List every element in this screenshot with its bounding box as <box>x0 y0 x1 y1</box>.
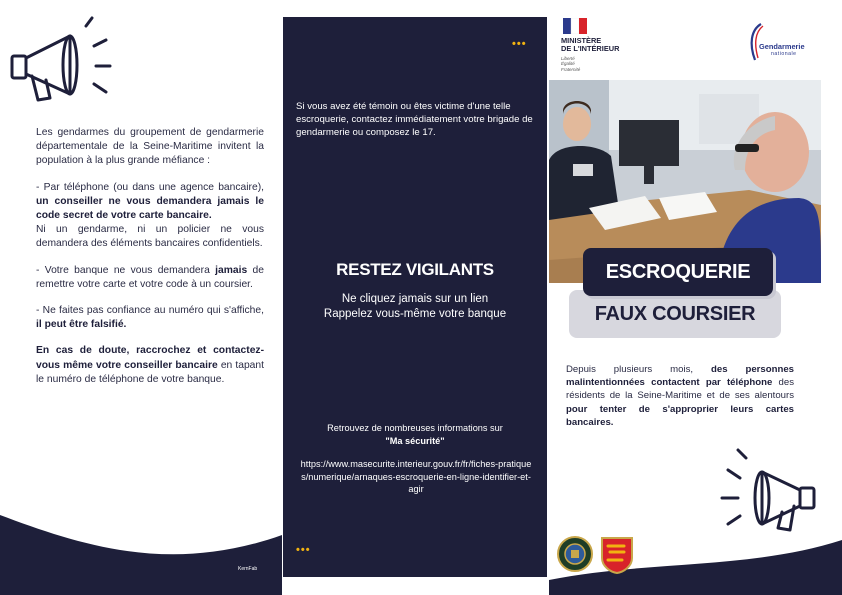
left-paragraph-5: En cas de doute, raccrochez et contactez-vous même votre conseiller bancaire en tapant le numéro de téléphone de votre banque. <box>36 345 264 385</box>
vigilance-title: RESTEZ VIGILANTS <box>336 260 494 279</box>
normandy-shield-icon <box>600 536 634 574</box>
gendarmerie-subtitle: nationale <box>771 51 797 57</box>
marianne-icon <box>563 18 587 34</box>
ministry-name-line-1: MINISTÈRE <box>561 36 602 45</box>
left-paragraph-4: - Ne faites pas confiance au numéro qui s'affiche, il peut être falsifié. <box>36 305 264 331</box>
middle-intro-text: Si vous avez été témoin ou êtes victime d'une telle escroquerie, contactez immédiatement votre brigade de gendarmerie ou composez le 17. <box>296 101 533 139</box>
info-line-2: "Ma sécurité" <box>385 435 445 446</box>
advice-line-1: Ne cliquez jamais sur un lien <box>341 293 489 305</box>
info-link[interactable]: https://www.masecurite.interieur.gouv.fr/fr/fiches-pratiques/numerique/arnaques-escroquerie-en-ligne-identifier-et-agir <box>300 459 532 494</box>
info-text <box>283 422 547 447</box>
left-paragraph-2: - Par téléphone (ou dans une agence bancaire), un conseiller ne vous demandera jamais le code secret de votre carte bancaire. Ni un gendarme, ni un policier ne vous demandera des éléments bancaires confidentiels. <box>36 181 264 250</box>
ministry-name-line-2: DE L'INTÉRIEUR <box>561 44 620 54</box>
megaphone-icon <box>6 14 116 106</box>
gendarmerie-seal-icon <box>557 536 593 572</box>
left-body-text <box>36 126 264 399</box>
title-badge-1: ESCROQUERIE <box>583 248 773 296</box>
gendarmerie-logo <box>745 22 825 66</box>
motto-3: Fraternité <box>561 66 581 72</box>
advice-line-2: Rappelez vous-même votre banque <box>323 308 507 320</box>
left-panel <box>0 0 282 595</box>
dots-bottom: ••• <box>296 544 311 556</box>
left-paragraph-3: - Votre banque ne vous demandera jamais de remettre votre carte et votre code à un coursier. <box>36 264 264 290</box>
vigilance-advice <box>283 292 547 322</box>
credit-text: KernFab <box>238 566 258 572</box>
right-body-text: Depuis plusieurs mois, des personnes malintentionnées contactent par téléphone des résidents de la Seine-Maritime et de ses alentours pour tenter de s'approprier leurs cartes bancaires. <box>566 364 795 428</box>
motto-1: Liberté <box>561 55 575 61</box>
ministry-logo <box>561 18 641 74</box>
title-badge-2: FAUX COURSIER <box>569 290 781 338</box>
gendarmerie-name: Gendarmerie <box>759 42 805 51</box>
info-line-1: Retrouvez de nombreuses informations sur <box>327 423 503 433</box>
left-paragraph-1: Les gendarmes du groupement de gendarmerie départementale de la Seine-Maritime invitent la population à la plus grande méfiance : <box>36 127 264 167</box>
dots-top: ••• <box>512 38 527 50</box>
motto-2: Égalité <box>561 61 575 67</box>
left-wave-decoration <box>0 505 282 595</box>
